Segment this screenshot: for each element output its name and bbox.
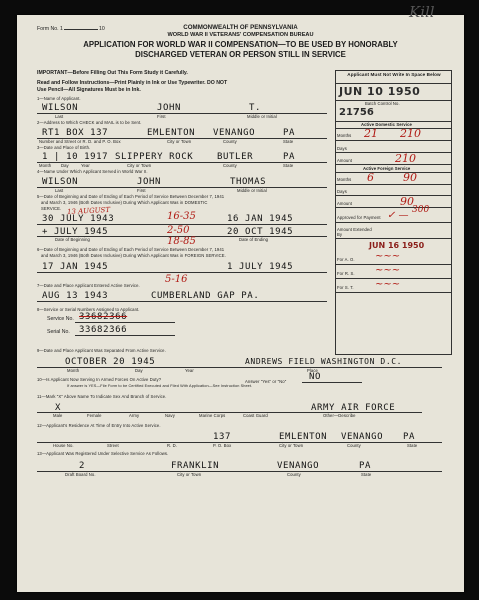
total-amount: 300 (412, 205, 430, 215)
section-5-label-2: and March 3, 1946 (Both Dates Inclusive) During Which Applicant Was in DOMESTIC (41, 200, 208, 205)
s1-sub-first: First (157, 114, 166, 119)
entry-place: CUMBERLAND GAP PA. (151, 291, 260, 301)
residence-number: 137 (213, 432, 232, 442)
s12-sub-house: House No. (53, 443, 74, 448)
section-1-label: 1—Name of Applicant. (37, 96, 81, 101)
form-number: Form No. 1 10 (37, 26, 105, 32)
residence-state: PA (403, 432, 416, 442)
extended-label: Amount Extended By (337, 227, 372, 237)
section-10-answer: NO (309, 372, 322, 382)
s9-sub-place: Place (307, 368, 318, 373)
s3-sub-month: Month (39, 163, 52, 168)
application-form (17, 3, 464, 592)
s13-sub-city: City or Town (177, 472, 202, 477)
birth-county: BUTLER (217, 152, 254, 162)
foreign-service-title: Active Foreign Service (363, 166, 411, 171)
s9-sub-year: Year (185, 368, 194, 373)
approved-label: Approved for Payment (337, 215, 381, 220)
batch-control-number: 21756 (339, 107, 374, 118)
applicant-middle-initial: T. (249, 103, 262, 113)
s13-sub-state: State (361, 472, 372, 477)
section-5-label-1: 5—Date of Beginning and Date of Ending of Each Period of Service Between December 7, 1941 (37, 194, 225, 199)
domestic-months-value: 21 (364, 127, 378, 140)
option-female: Female (87, 413, 102, 418)
section-3-label: 3—Date and Place of Birth. (37, 145, 91, 150)
foreign-months-value: 6 (367, 171, 374, 184)
s13-sub-county: County (287, 472, 301, 477)
s12-sub-pobox: P. O. Box (213, 443, 232, 448)
domestic-service-title: Active Domestic Service (361, 122, 412, 127)
received-date-stamp: JUN 10 1950 (339, 85, 421, 98)
foreign-months-label: Months (337, 177, 352, 182)
draft-city: FRANKLIN (171, 461, 220, 471)
foreign-amount-label: Amount (337, 201, 353, 206)
section-9-label: 9—Date and Place Applicant Was Separated From Active Service. (37, 348, 166, 353)
draft-county: VENANGO (277, 461, 320, 471)
s5-sub-end: Date of Ending (239, 237, 269, 242)
applicant-first-name: JOHN (157, 103, 182, 113)
ao-signature: ~~~ (375, 251, 401, 262)
option-coast-guard: Coast Guard (243, 413, 268, 418)
commonwealth-heading: COMMONWEALTH OF PENNSYLVANIA (183, 24, 298, 31)
for-rs-label: For R. S. (337, 271, 355, 276)
rs-signature: ~~~ (375, 265, 401, 276)
batch-control-label: Batch Control No. (365, 101, 400, 106)
mailing-street: RT1 BOX 137 (42, 128, 109, 138)
mailing-city: EMLENTON (147, 128, 196, 138)
section-6-label-2: and March 3, 1946 (Both Dates Inclusive) During Which Applicant Was in FOREIGN SERVICE. (41, 253, 226, 258)
section-11-label: 11—Mark "X" Above Name To Indicate Sex And Branch of Service. (37, 394, 167, 399)
mailing-county: VENANGO (213, 128, 256, 138)
for-st-label: For S. T. (337, 285, 354, 290)
s2-sub-city: City or Town (167, 139, 192, 144)
s1-sub-middle: Middle or Initial (247, 114, 277, 119)
s12-sub-state: State (407, 443, 418, 448)
mailing-state: PA (283, 128, 296, 138)
red-annotation-c: 18-85 (167, 236, 196, 247)
s13-sub-board: Draft Board No. (65, 472, 96, 477)
st-signature: ~~~ (375, 279, 401, 290)
instructions-line3: Use Pencil—All Signatures Must be in Ink. (37, 87, 141, 93)
section-10-note: If answer is YES—File Form to be Certified Executed and Filed With Application—See Instruction Sheet. (67, 384, 253, 388)
service-first-name: JOHN (137, 177, 162, 187)
s5-sub-begin: Date of Beginning (55, 237, 90, 242)
instructions-line2: Read and Follow Instructions—Print Plainly in Ink or Use Typewriter. DO NOT (37, 80, 228, 86)
domestic-days-label: Days (337, 146, 347, 151)
red-annotation-a: 16-35 (167, 211, 196, 222)
separation-date: OCTOBER 20 1945 (65, 357, 156, 367)
foreign-amount-1: 90 (403, 171, 417, 184)
s1-sub-last: Last (55, 114, 64, 119)
service-last-name: WILSON (42, 177, 79, 187)
option-male: Male (53, 413, 63, 418)
domestic-months-label: Months (337, 133, 352, 138)
section-2-label: 2—Address to Which CHECK and MAIL is to be Sent. (37, 120, 142, 125)
s4-sub-middle: Middle or Initial (237, 188, 267, 193)
s4-sub-last: Last (55, 188, 64, 193)
domestic-begin-2: + JULY 1945 (42, 227, 109, 237)
option-navy: Navy (165, 413, 175, 418)
option-other: Other—Describe (323, 413, 356, 418)
section-12-label: 12—Applicant's Residence At Time of Entry Into Active Service. (37, 423, 161, 428)
s12-sub-county: County (347, 443, 361, 448)
section-4-label: 4—Name Under Which Applicant Served in World War II. (37, 169, 148, 174)
domestic-amount-2: 210 (395, 152, 416, 165)
section-5-label-3: SERVICE. (41, 206, 62, 211)
form-title-line2: DISCHARGED VETERAN OR PERSON STILL IN SERVICE (135, 50, 346, 59)
s12-sub-city: City or Town (279, 443, 304, 448)
separation-place: ANDREWS FIELD WASHINGTON D.C. (245, 357, 403, 366)
section-8-label: 8—Service or Serial Numbers Assigned to Applicant. (37, 307, 140, 312)
section-6-label-1: 6—Date of Beginning and Date of Ending of Each Period of Service Between December 7, 1941 (37, 247, 225, 252)
section-10-answer-label: Answer "Yes" or "No" (245, 379, 287, 384)
for-ao-label: For A. O. (337, 257, 355, 262)
red-annotation-b: 2-50 (167, 225, 190, 236)
second-date-stamp: JUN 16 1950 (369, 241, 425, 250)
serial-no-value: 33682366 (79, 325, 128, 335)
draft-board-no: 2 (79, 461, 86, 471)
domestic-end-2: 20 OCT 1945 (227, 227, 294, 237)
foreign-amount-2: 90 (400, 195, 414, 208)
s3-sub-year: Year (81, 163, 90, 168)
s3-sub-city: City or Town (127, 163, 152, 168)
bureau-heading: WORLD WAR II VETERANS' COMPENSATION BUREAU (167, 32, 314, 38)
section-10-label: 10—Is Applicant Now Serving In Armed Forces On Active Duty? (37, 377, 162, 382)
section-13-label: 13—Applicant Was Registered Under Selective Service As Follows. (37, 451, 169, 456)
birth-date: 1 | 10 1917 (42, 152, 109, 162)
foreign-days-label: Days (337, 189, 347, 194)
office-use-note: Applicant Must Not Write In Space Below (347, 72, 441, 77)
service-middle-name: THOMAS (230, 177, 267, 187)
domestic-amount-1: 210 (400, 127, 421, 140)
domestic-amount-label: Amount (337, 158, 353, 163)
birth-place: SLIPPERY ROCK (115, 152, 194, 162)
entry-date: AUG 13 1943 (42, 291, 109, 301)
residence-city: EMLENTON (279, 432, 328, 442)
s12-sub-rd: R. D. (167, 443, 178, 448)
sex-mark: X (55, 403, 62, 413)
instructions-line1: IMPORTANT—Before Filling Out This Form Study it Carefully. (37, 70, 188, 76)
section-7-label: 7—Date and Place Applicant Entered Active Service. (37, 283, 140, 288)
red-annotation-top: 13 AUGUST (66, 205, 111, 217)
s4-sub-first: First (137, 188, 146, 193)
option-army: Army (129, 413, 140, 418)
domestic-begin-1: 30 JULY 1943 (42, 214, 115, 224)
residence-county: VENANGO (341, 432, 384, 442)
form-title-line1: APPLICATION FOR WORLD WAR II COMPENSATION—TO BE USED BY HONORABLY (83, 40, 398, 49)
s2-sub-state: State (283, 139, 294, 144)
s3-sub-state: State (283, 163, 294, 168)
service-no-label: Service No. (47, 316, 74, 322)
s2-sub-county: County (223, 139, 237, 144)
top-scribble: Kill (409, 3, 435, 21)
s9-sub-day: Day (135, 368, 143, 373)
foreign-begin: 17 JAN 1945 (42, 262, 109, 272)
approval-scribble: ✓ — (387, 210, 409, 221)
draft-state: PA (359, 461, 372, 471)
domestic-end-1: 16 JAN 1945 (227, 214, 294, 224)
serial-no-label: Serial No. (47, 329, 70, 335)
s3-sub-county: County (223, 163, 237, 168)
applicant-last-name: WILSON (42, 103, 79, 113)
red-annotation-foreign: 5-16 (165, 274, 188, 285)
branch-other: ARMY AIR FORCE (311, 403, 396, 413)
foreign-end: 1 JULY 1945 (227, 262, 294, 272)
s9-sub-month: Month (67, 368, 80, 373)
s2-sub-street: Number and Street or R. D. and P. O. Box (39, 139, 121, 144)
service-no-value: 33682366 (79, 312, 128, 322)
s3-sub-day: Day (61, 163, 69, 168)
option-marine-corps: Marine Corps (199, 413, 226, 418)
s12-sub-street: Street (107, 443, 119, 448)
birth-state: PA (283, 152, 296, 162)
